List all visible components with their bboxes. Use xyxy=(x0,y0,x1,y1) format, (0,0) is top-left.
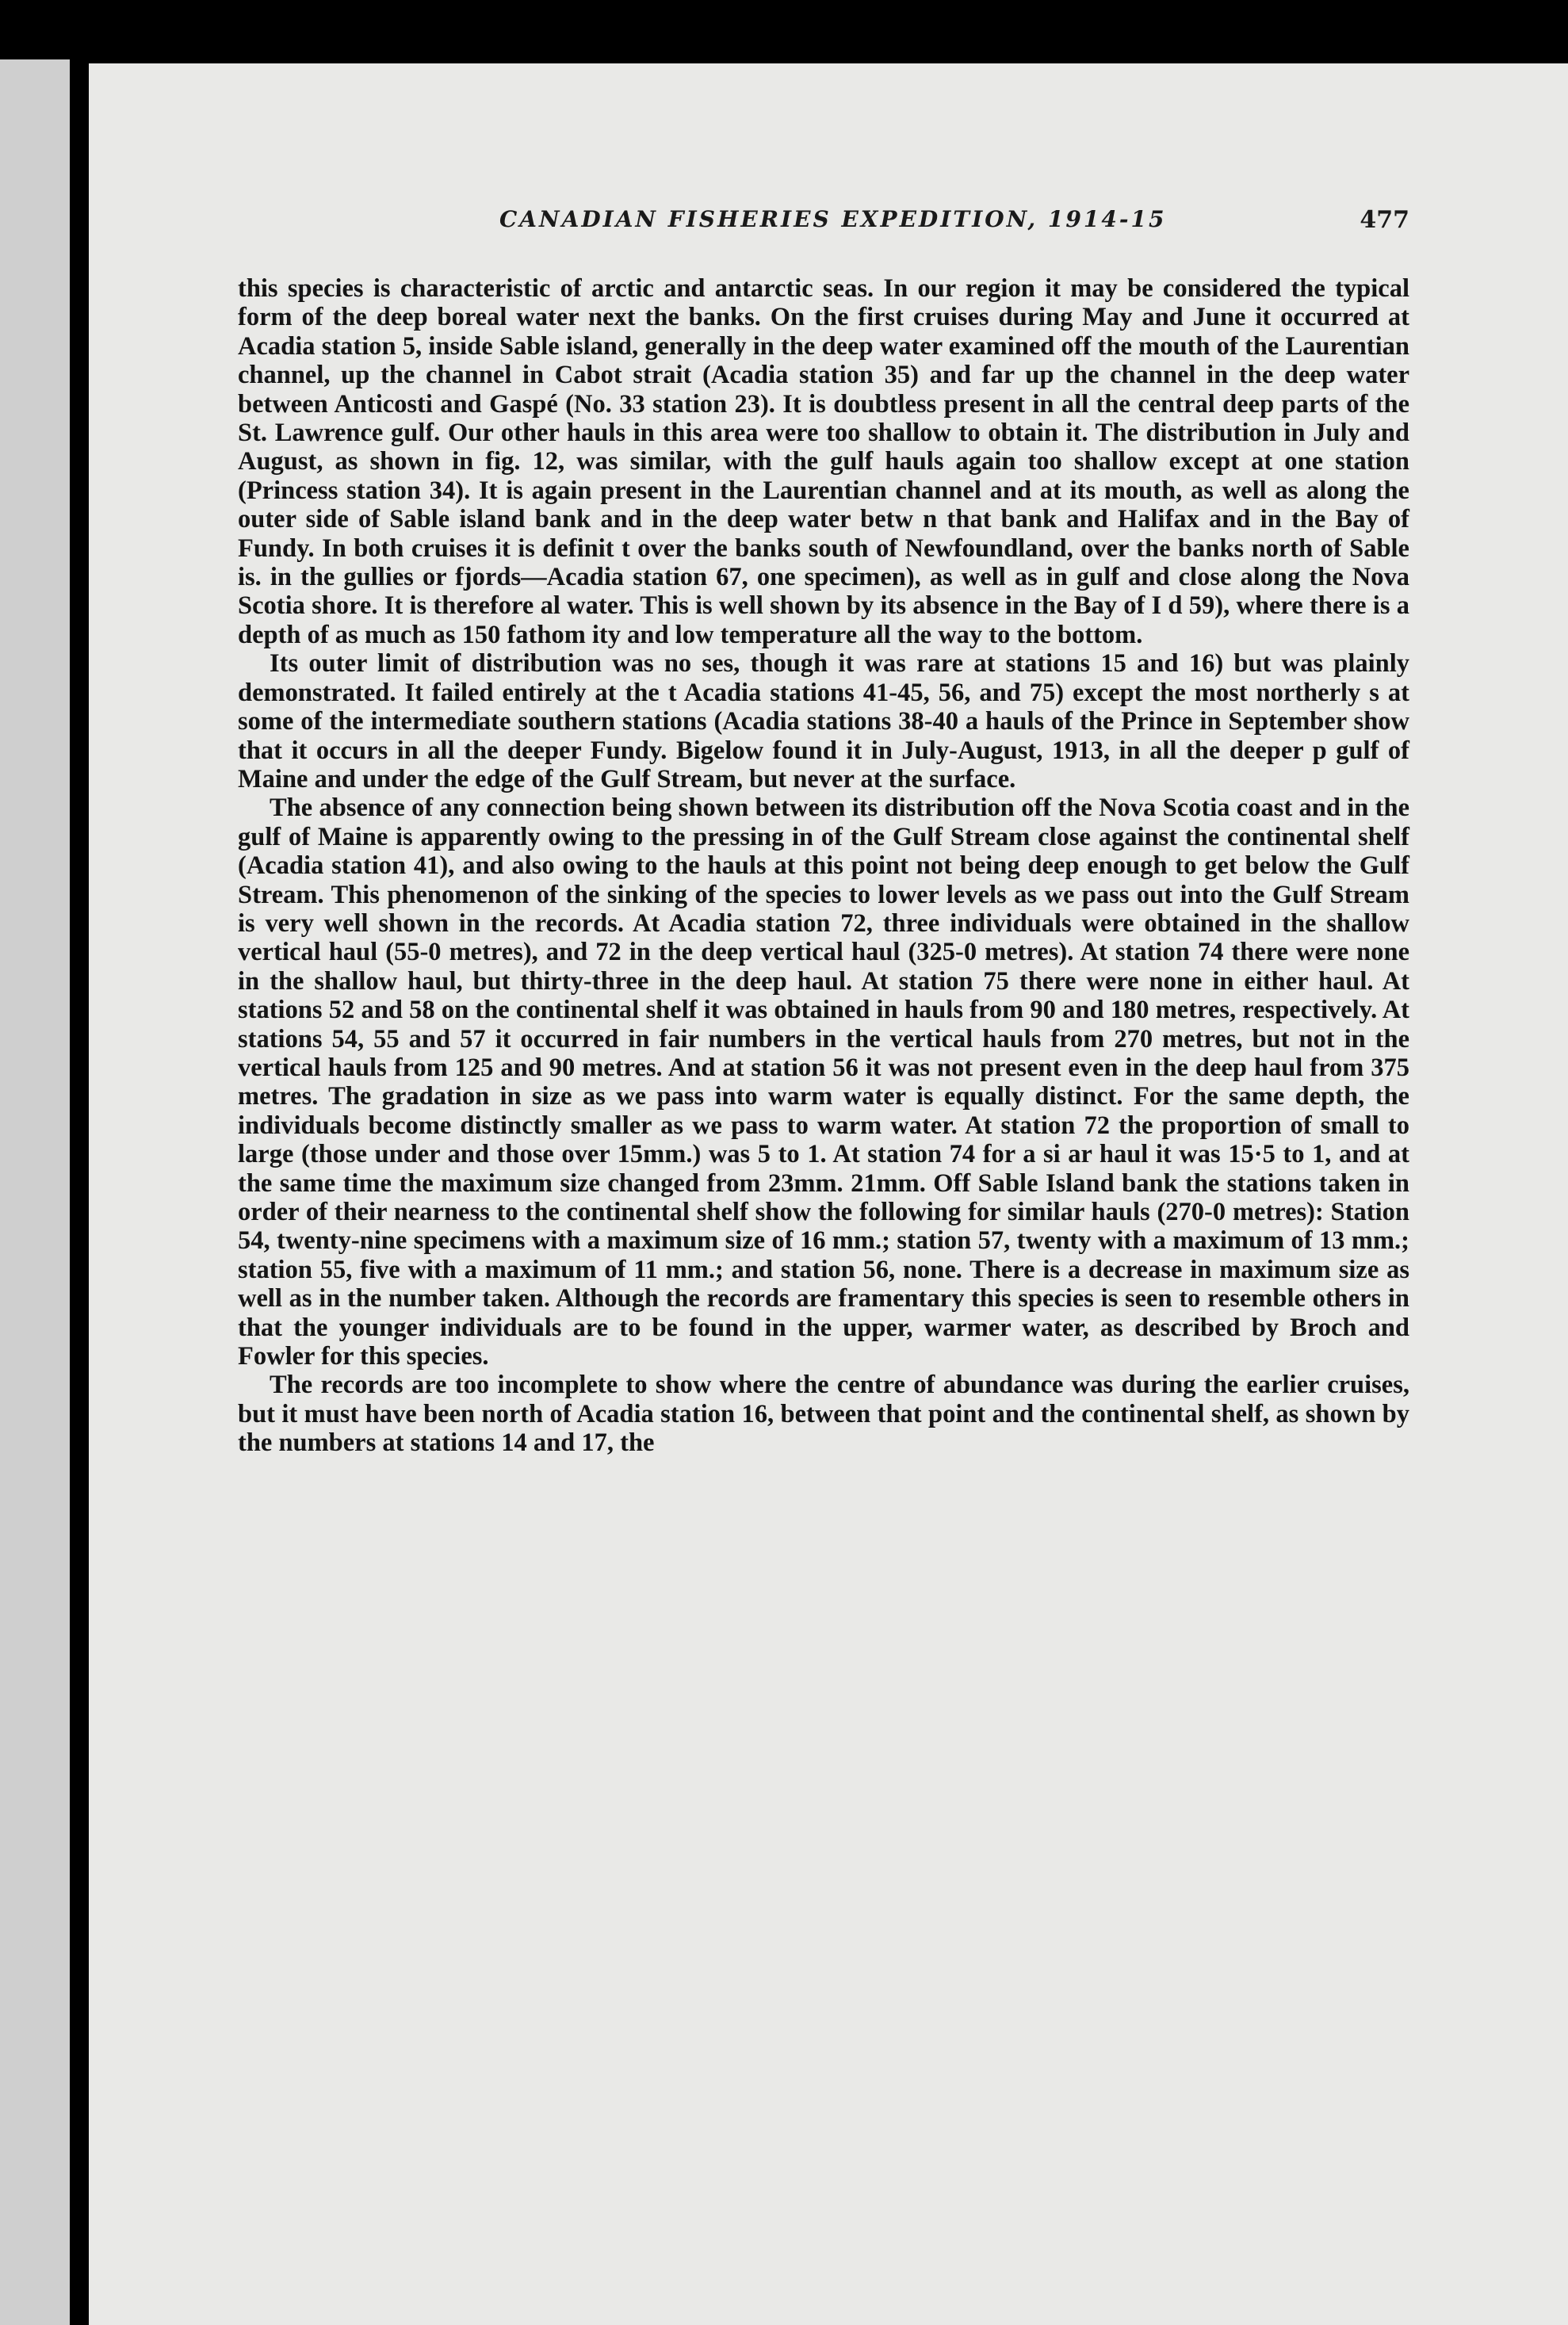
running-head: CANADIAN FISHERIES EXPEDITION, 1914-15 xyxy=(499,206,1167,232)
previous-page-edge xyxy=(0,59,70,2325)
paragraph-4: The records are too incomplete to show where the centre of abundance was during the earlier cruises, but it must have been north of Acadia station 16, between that point and the continental shelf, as shown by the numbers at stations 14 and 17, the xyxy=(238,1371,1409,1458)
body-text xyxy=(238,274,1409,1458)
paragraph-2: Its outer limit of distribution was no ses, though it was rare at stations 15 and 16) but was plainly demonstrated. It failed entirely at the t Acadia stations 41-45, 56, and 75) except the most northerly s at some of the intermediate southern stations (Acadia stations 38-40 a hauls of the Prince in September show that it occurs in all the deeper Fundy. Bigelow found it in July-August, 1913, in all the deeper p gulf of Maine and under the edge of the Gulf Stream, but never at the surface. xyxy=(238,649,1409,793)
paragraph-1: this species is characteristic of arctic and antarctic seas. In our region it may be considered the typical form of the deep boreal water next the banks. On the first cruises during May and June it occurred at Acadia station 5, inside Sable island, generally in the deep water examined off the mouth of the Laurentian channel, up the channel in Cabot strait (Acadia station 35) and far up the channel in the deep water between Anticosti and Gaspé (No. 33 station 23). It is doubtless present in all the central deep parts of the St. Lawrence gulf. Our other hauls in this area were too shallow to obtain it. The distribution in July and August, as shown in fig. 12, was similar, with the gulf hauls again too shallow except at one station (Princess station 34). It is again present in the Laurentian channel and at its mouth, as well as along the outer side of Sable island bank and in the deep water betw n that bank and Halifax and in the Bay of Fundy. In both cruises it is definit t over the banks south of Newfoundland, over the banks north of Sable is. in the gullies or fjords—Acadia station 67, one specimen), as well as in gulf and close along the Nova Scotia shore. It is therefore al water. This is well shown by its absence in the Bay of I d 59), where there is a depth of as much as 150 fathom ity and low temperature all the way to the bottom. xyxy=(238,274,1409,649)
page-number: 477 xyxy=(1360,206,1409,234)
paragraph-3: The absence of any connection being shown between its distribution off the Nova Scotia coast and in the gulf of Maine is apparently owing to the pressing in of the Gulf Stream close against the continental shelf (Acadia station 41), and also owing to the hauls at this point not being deep enough to get below the Gulf Stream. This phenomenon of the sinking of the species to lower levels as we pass out into the Gulf Stream is very well shown in the records. At Acadia station 72, three individuals were obtained in the shallow vertical haul (55-0 metres), and 72 in the deep vertical haul (325-0 metres). At station 74 there were none in the shallow haul, but thirty-three in the deep haul. At station 75 there were none in either haul. At stations 52 and 58 on the continental shelf it was obtained in hauls from 90 and 180 metres, respectively. At stations 54, 55 and 57 it occurred in fair numbers in the vertical hauls from 270 metres, but not in the vertical hauls from 125 and 90 metres. And at station 56 it was not present even in the deep haul from 375 metres. The gradation in size as we pass into warm water is equally distinct. For the same depth, the individuals become distinctly smaller as we pass to warm water. At station 72 the proportion of small to large (those under and those over 15mm.) was 5 to 1. At station 74 for a si ar haul it was 15·5 to 1, and at the same time the maximum size changed from 23mm. 21mm. Off Sable Island bank the stations taken in order of their nearness to the continental shelf show the following for similar hauls (270-0 metres): Station 54, twenty-nine specimens with a maximum size of 16 mm.; station 57, twenty with a maximum of 13 mm.; station 55, five with a maximum of 11 mm.; and station 56, none. There is a decrease in maximum size as well as in the number taken. Although the records are framentary this species is seen to resemble others in that the younger individuals are to be found in the upper, warmer water, as described by Broch and Fowler for this species. xyxy=(238,793,1409,1371)
page-header xyxy=(238,206,1409,238)
